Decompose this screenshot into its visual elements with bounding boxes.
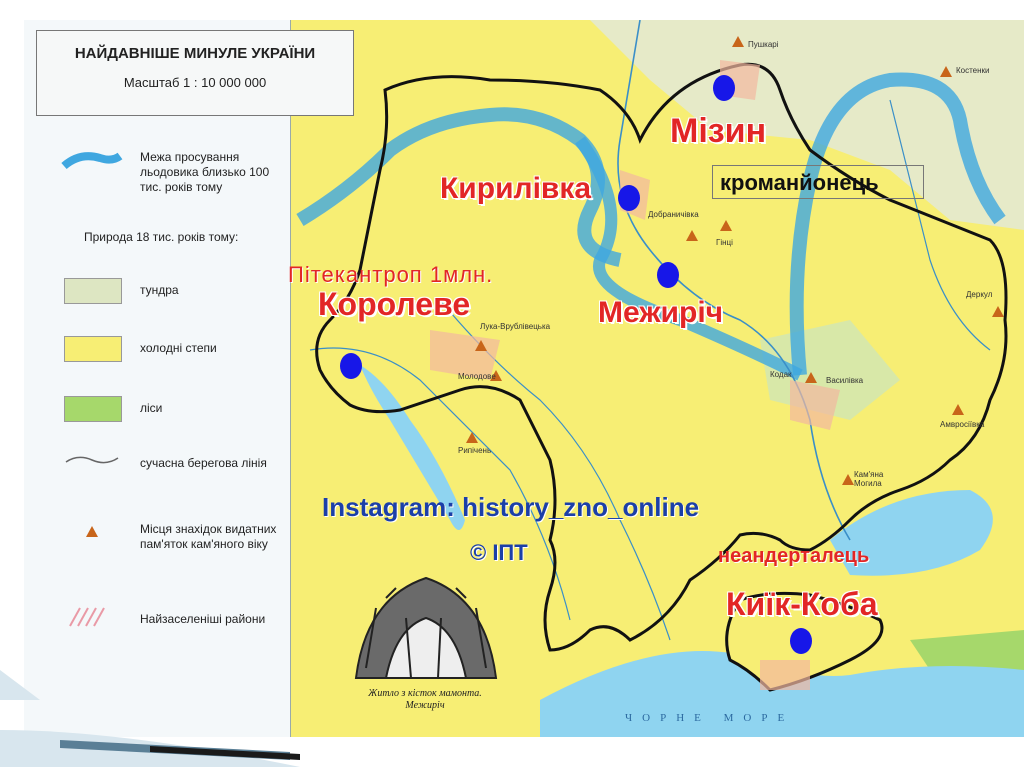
- site-triangle-icon: [686, 230, 698, 241]
- site-dot-korolevo: [340, 353, 362, 379]
- place-pushkari: Пушкарі: [748, 40, 779, 49]
- legend-forest: ліси: [140, 401, 163, 415]
- place-kamiana-mohyla: Кам'яна Могила: [854, 470, 884, 488]
- place-molodove: Молодове: [458, 372, 496, 381]
- map-scale: Масштаб 1 : 10 000 000: [123, 75, 267, 90]
- site-triangle-icon: [940, 66, 952, 77]
- map-title: НАЙДАВНІШЕ МИНУЛЕ УКРАЇНИ: [74, 45, 316, 62]
- legend-tundra: тундра: [140, 283, 179, 297]
- place-dobranichivka: Добраничівка: [648, 210, 699, 219]
- label-kyrylivka: Кирилівка: [440, 172, 592, 205]
- tundra-swatch: [64, 278, 122, 304]
- legend-nature-heading: Природа 18 тис. років тому:: [84, 230, 239, 244]
- slide-decoration: [0, 640, 300, 767]
- site-dot-mizin: [713, 75, 735, 101]
- legend-glacier: Межа просування льодовика близько 100 тис. років тому: [140, 150, 270, 194]
- populated-swatch: [68, 606, 108, 628]
- map-title-box: [36, 30, 354, 116]
- label-mizin: Мізин: [670, 112, 767, 150]
- annotation-cromagnon: кроманйонець: [720, 170, 879, 195]
- site-triangle-icon: [992, 306, 1004, 317]
- forest-swatch: [64, 396, 122, 422]
- place-derkul: Деркул: [966, 290, 993, 299]
- site-dot-kiik-koba: [790, 628, 812, 654]
- legend-sites: Місця знахідок видатних пам'яток кам'яного віку: [140, 522, 277, 551]
- site-dot-mezhyrich: [657, 262, 679, 288]
- place-kostenki: Костенки: [956, 66, 990, 75]
- place-luka: Лука-Врублівецька: [480, 322, 551, 331]
- glacier-swatch: [60, 148, 124, 174]
- place-ripchen: Рипічень: [458, 446, 492, 455]
- site-triangle-icon: [952, 404, 964, 415]
- site-triangle-icon: [732, 36, 744, 47]
- label-kiik-koba: Киїк-Коба: [726, 586, 878, 622]
- label-mezhyrich: Межиріч: [598, 296, 724, 329]
- populated-area: [760, 660, 810, 690]
- legend-steppe: холодні степи: [140, 341, 217, 355]
- site-triangle-icon: [805, 372, 817, 383]
- legend-coastline: сучасна берегова лінія: [140, 456, 267, 470]
- instagram-watermark: Instagram: history_zno_online: [322, 492, 700, 522]
- place-vasylivka: Василівка: [826, 376, 864, 385]
- site-triangle-icon: [720, 220, 732, 231]
- copyright-label: © ІПТ: [470, 540, 528, 565]
- place-hintsi: Гінці: [716, 238, 733, 247]
- annotation-pithecanthropus: Пітекантроп 1млн.: [288, 262, 494, 287]
- legend-populated: Найзаселеніші райони: [140, 612, 266, 626]
- annotation-neanderthal: неандерталець: [718, 545, 870, 567]
- mammoth-hut-illustration: [346, 558, 506, 686]
- place-kodak: Кодак: [770, 370, 792, 379]
- site-triangle-icon: [86, 526, 98, 537]
- site-triangle-icon: [466, 432, 478, 443]
- site-triangle-icon: [842, 474, 854, 485]
- label-korolevo: Королеве: [318, 286, 471, 322]
- site-dot-kyrylivka: [618, 185, 640, 211]
- black-sea-label: ЧОРНЕ МОРЕ: [625, 712, 795, 724]
- site-triangle-icon: [475, 340, 487, 351]
- steppe-swatch: [64, 336, 122, 362]
- coastline-swatch: [64, 452, 120, 468]
- place-amvrosiivka: Амвросіївка: [940, 420, 985, 429]
- hut-caption: Житло з кісток мамонта. Межиріч: [368, 688, 482, 711]
- legend-panel: [24, 20, 291, 737]
